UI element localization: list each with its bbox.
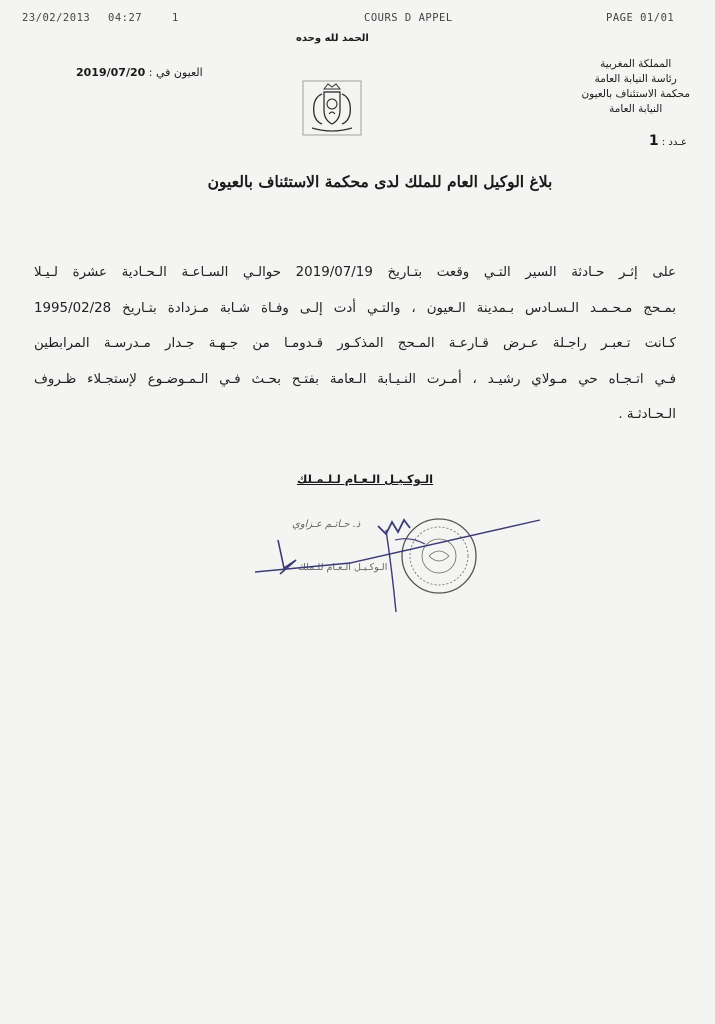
reference-value: 1 <box>648 133 659 149</box>
handwritten-signature <box>250 500 550 620</box>
document-date: 2019/07/20 <box>76 66 146 79</box>
fax-time: 04:27 <box>108 12 143 24</box>
fax-date: 23/02/2013 <box>22 12 91 24</box>
body-line: فـي اتـجـاه حي مـولاي رشيـد ، أمـرت النـيـابة الـعامة بفتـح بحـث فـي الـمـوضـوع لإستجـلاء ظـروف <box>34 371 676 387</box>
place-date <box>76 66 203 79</box>
communique-title: بلاغ الوكيل العام للملك لدى محكمة الاستئناف بالعيون <box>207 172 553 191</box>
basmala: الحمد لله وحده <box>296 33 369 44</box>
signatory-role: الـوكـيـل الـعـام للـملك <box>298 562 388 573</box>
body-line: بمـحج مـحـمـد الـسـادس بـمدينة الـعيون ، والتـي أدت إلـى وفـاة شـابة مـزدادة بتـاريخ 1995/02/28 <box>34 300 676 316</box>
body-line: كـانت تـعبـر راجـلة عـرض قـارعـة المـحج المذكـور قـدومـا من جـهـة جـدار مـدرسـة المرابطين <box>34 336 676 351</box>
signatory-name: ذ. حـاتـم عـزاوي <box>292 519 361 530</box>
body-line: على إثـر حـادثة السير التـي وقعت بتـاريخ 2019/07/19 حوالـي السـاعـة الـحـادية عشرة لـيـلا <box>34 265 676 280</box>
fax-page-counter: PAGE 01/01 <box>606 12 675 24</box>
fax-sender: COURS D APPEL <box>364 12 453 24</box>
header-line: النيابة العامة <box>609 103 663 115</box>
body-line: الـحـادثـة . <box>618 407 676 422</box>
coat-of-arms-icon <box>302 80 362 136</box>
communique-body <box>34 262 676 440</box>
reference-label: عـدد : <box>661 137 687 148</box>
header-line: المملكة المغربية <box>600 58 672 70</box>
reference-number <box>649 133 687 149</box>
place-label: العيون في : <box>148 66 203 79</box>
signatory-title: الـوكـيـل الـعـام لـلـمـلك <box>296 472 434 486</box>
header-line: محكمة الاستئناف بالعيون <box>581 88 690 100</box>
header-line: رئاسة النيابة العامة <box>594 73 677 85</box>
fax-number: 1 <box>172 12 179 24</box>
institution-header <box>581 57 690 117</box>
